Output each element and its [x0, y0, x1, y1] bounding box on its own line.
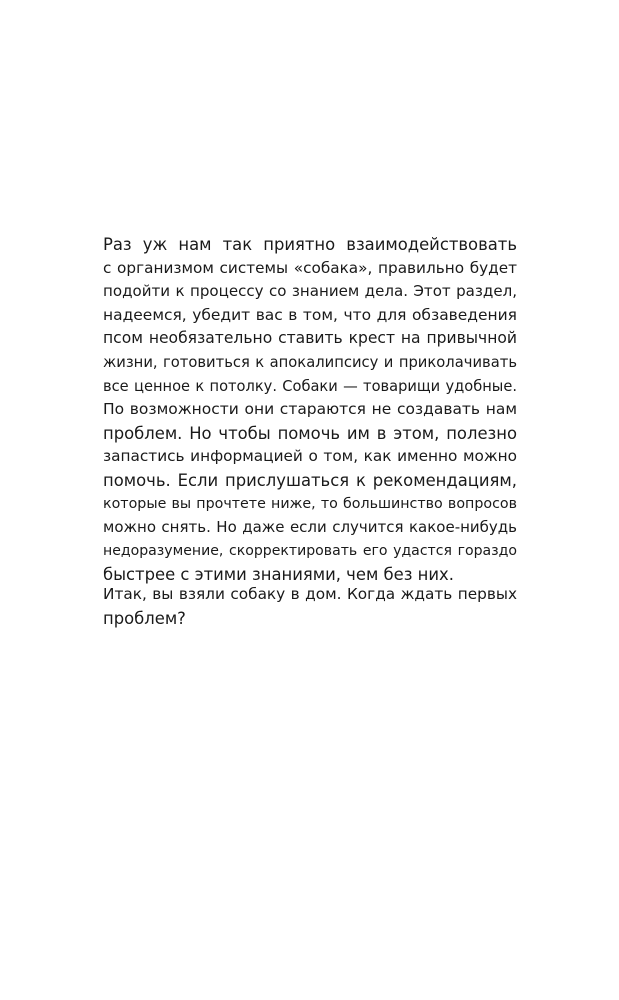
paragraph-intro: [103, 233, 517, 587]
text-line: По возможности они стараются не создавать нам: [103, 400, 517, 419]
text-line: псом необязательно ставить крест на привычной: [103, 329, 517, 348]
text-line: с организмом системы «собака», правильно будет: [103, 258, 517, 277]
paragraph-question: [103, 583, 517, 630]
text-line: которые вы прочтете ниже, то большинство вопросов: [103, 495, 517, 512]
text-line: помочь. Если прислушаться к рекомендациям,: [103, 470, 517, 490]
text-line: жизни, готовиться к апокалипсису и приколачивать: [103, 353, 517, 371]
text-line: подойти к процессу со знанием дела. Этот раздел,: [103, 282, 517, 301]
text-line: Итак, вы взяли собаку в дом. Когда ждать первых: [103, 585, 517, 603]
text-line: запастись информацией о том, как именно можно: [103, 447, 517, 466]
text-line: недоразумение, скорректировать его удастся гораздо: [103, 542, 517, 559]
text-line: надеемся, убедит вас в том, что для обзаведения: [103, 305, 517, 324]
text-line: проблем?: [103, 608, 186, 628]
text-line: Раз уж нам так приятно взаимодействовать: [103, 235, 517, 254]
text-line: все ценное к потолку. Собаки — товарищи удобные.: [103, 377, 517, 395]
text-line: быстрее с этими знаниями, чем без них.: [103, 565, 454, 585]
text-line: можно снять. Но даже если случится какое-нибудь: [103, 518, 517, 537]
text-line: проблем. Но чтобы помочь им в этом, полезно: [103, 423, 517, 443]
